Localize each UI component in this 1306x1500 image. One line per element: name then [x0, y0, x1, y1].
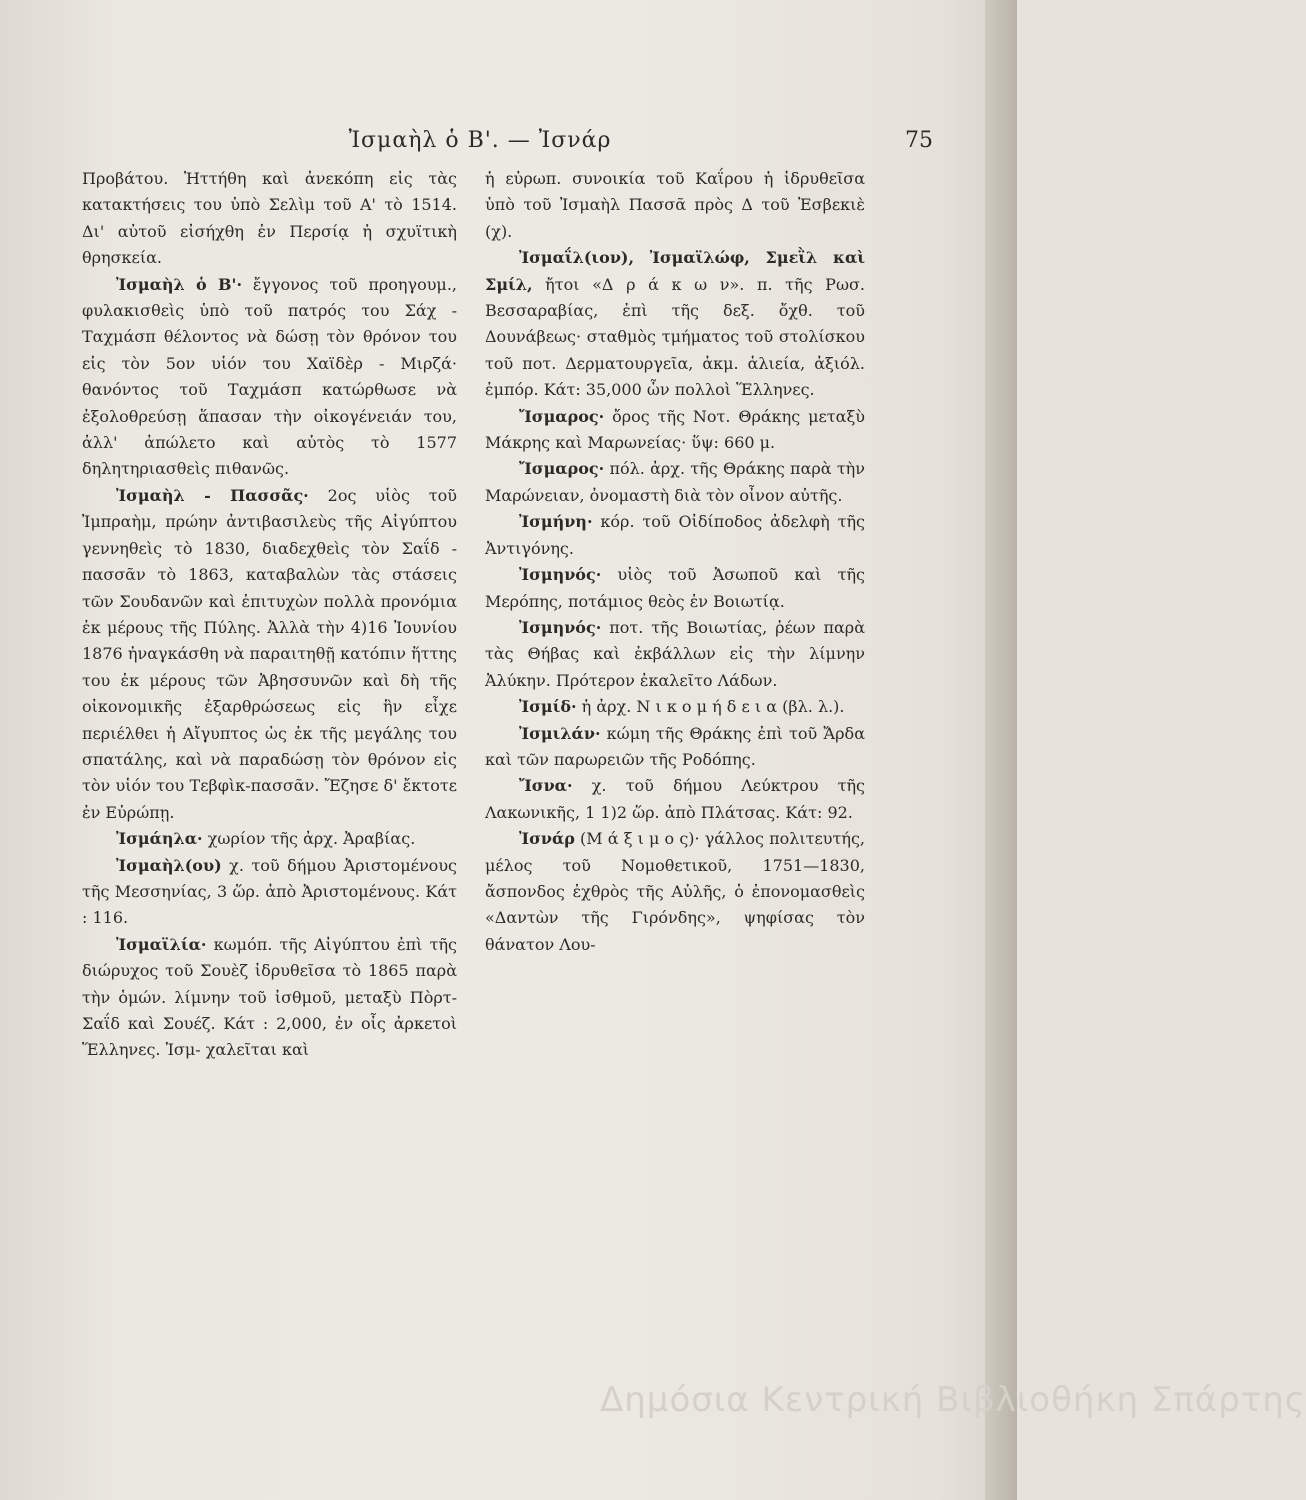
- dictionary-entry: [485, 694, 865, 720]
- library-watermark: Δημόσια Κεντρική Βιβλιοθήκη Σπάρτης: [600, 1380, 1306, 1420]
- entry-headword: Ἴσμαρος·: [519, 459, 605, 479]
- dictionary-entry: [485, 721, 865, 774]
- dictionary-entry: [82, 272, 457, 483]
- page-number: 75: [905, 128, 933, 153]
- entry-text: ὄρος τῆς Νοτ. Θράκης μεταξὺ Μάκρης καὶ Μαρωνείας· ὕψ: 660 μ.: [485, 406, 865, 453]
- entry-headword: Ἰσμαϊλία·: [116, 934, 207, 954]
- dictionary-entry: [485, 562, 865, 615]
- entry-text: κωμόπ. τῆς Αἰγύπτου ἐπὶ τῆς διώρυχος τοῦ Σουὲζ ἱδρυθεῖσα τὸ 1865 παρὰ τὴν ὁμών. λίμνην τοῦ ἰσθμοῦ, μεταξὺ Πὸρτ-Σαΐδ καὶ Σουέζ. Κάτ : 2,000, ἐν οἷς ἀρκετοὶ Ἕλληνες. Ἰσμ- χαλεῖται καὶ: [82, 934, 457, 1060]
- entry-headword: Ἴσνα·: [519, 776, 573, 796]
- dictionary-entry: [485, 166, 865, 245]
- dictionary-entry: [82, 932, 457, 1064]
- entry-text: ἔγγονος τοῦ προηγουμ., φυλακισθεὶς ὑπὸ τοῦ πατρός του Σάχ - Ταχμάσπ θέλοντος νὰ δώσῃ τὸν θρόνον του εἰς τὸν 5ον υἱόν του Χαϊδὲρ - Μιρζά· θανόντος τοῦ Ταχμάσπ κατώρθωσε νὰ ἐξολοθρεύσῃ ἅπασαν τὴν οἰκογένειάν του, ἀλλ' ἀπώλετο καὶ αὐτὸς τὸ 1577 δηλητηριασθεὶς πιθανῶς.: [82, 274, 457, 479]
- running-header: [0, 128, 1017, 168]
- dictionary-entry: [485, 615, 865, 694]
- entry-headword: Ἰσμαὴλ ὁ Β'·: [116, 274, 243, 294]
- dictionary-entry: [82, 826, 457, 852]
- entry-headword: Ἰσμαΐλ(ιον), Ἰσμαϊλώφ, Σμεῒλ καὶ Σμίλ,: [485, 248, 865, 294]
- entry-headword: Ἰσμίδ·: [519, 697, 577, 717]
- entry-text: κώμη τῆς Θράκης ἐπὶ τοῦ Ἄρδα καὶ τῶν παρωρειῶν τῆς Ροδόπης.: [485, 723, 865, 769]
- dictionary-entry: [82, 483, 457, 826]
- entry-headword: Ἰσμαὴλ(ου): [116, 855, 222, 875]
- entry-headword: Ἰσνάρ: [519, 829, 575, 849]
- entry-text: υἱὸς τοῦ Ἀσωποῦ καὶ τῆς Μερόπης, ποτάμιος θεὸς ἐν Βοιωτίᾳ.: [485, 565, 865, 611]
- entry-headword: Ἴσμαρος·: [519, 406, 605, 426]
- entry-headword: Ἰσμάηλα·: [116, 829, 203, 849]
- entry-text: ἤτοι «Δ ρ ά κ ω ν». π. τῆς Ρωσ. Βεσσαραβίας, ἐπὶ τῆς δεξ. ὄχθ. τοῦ Δουνάβεως· σταθμὸς τμήματος τοῦ στολίσκου τοῦ ποτ. Δερματουργεῖα, ἀκμ. ἁλιεία, ἀξιόλ. ἐμπόρ. Κάτ: 35,000 ὧν πολλοὶ Ἕλληνες.: [485, 274, 865, 400]
- entry-headword: Ἰσμηνός·: [519, 565, 602, 585]
- entry-text: 2ος υἱὸς τοῦ Ἰμπραὴμ, πρώην ἀντιβασιλεὺς τῆς Αἰγύπτου γεννηθεὶς τὸ 1830, διαδεχθεὶς τὸν Σαΐδ - πασσᾶν τὸ 1863, καταβαλὼν τὰς στάσεις τῶν Σουδανῶν καὶ ἐπιτυχὼν πολλὰ προνόμια ἐκ μέρους τῆς Πύλης. Ἀλλὰ τὴν 4)16 Ἰουνίου 1876 ἠναγκάσθη νὰ παραιτηθῇ κατόπιν ἥττης του ἐκ μέρους τῶν Ἀβησσυνῶν καὶ δὴ τῆς οἰκονομικῆς ἐξαρθρώσεως εἰς ἣν εἶχε περιέλθει ἡ Αἴγυπτος ὡς ἐκ τῆς μεγάλης του σπατάλης, καὶ νὰ παραδώσῃ τὸν θρόνον εἰς τὸν υἱόν του Τεβφὶκ-πασσᾶν. Ἔζησε δ' ἔκτοτε ἐν Εὐρώπῃ.: [82, 485, 458, 822]
- dictionary-entry: [485, 773, 865, 826]
- entry-text: (Μ ά ξ ι μ ο ς)· γάλλος πολιτευτής, μέλος τοῦ Νομοθετικοῦ, 1751—1830, ἄσπονδος ἐχθρὸς τῆς Αὐλῆς, ὁ ἐπονομασθεὶς «Δαντὼν τῆς Γιρόνδης», ψηφίσας τὸν θάνατον Λου-: [485, 829, 865, 954]
- dictionary-entry: [82, 853, 457, 932]
- dictionary-entry: [485, 456, 865, 509]
- entry-text: πόλ. ἀρχ. τῆς Θράκης παρὰ τὴν Μαρώνειαν, ὀνομαστὴ διὰ τὸν οἶνον αὐτῆς.: [485, 459, 865, 505]
- dictionary-entry: [485, 245, 865, 403]
- left-column: [82, 166, 457, 1064]
- dictionary-entry: [485, 509, 865, 562]
- entry-text: ποτ. τῆς Βοιωτίας, ῥέων παρὰ τὰς Θήβας καὶ ἐκβάλλων εἰς τὴν λίμνην Ἀλύκην. Πρότερον ἐκαλεῖτο Λάδων.: [485, 617, 865, 690]
- entry-headword: Ἰσμαὴλ - Πασσᾶς·: [116, 485, 309, 505]
- entry-text: χωρίον τῆς ἀρχ. Ἀραβίας.: [202, 829, 416, 849]
- entry-headword: Ἰσμήνη·: [519, 512, 593, 532]
- running-title: Ἰσμαὴλ ὁ Β'. — Ἰσνάρ: [348, 128, 612, 153]
- dictionary-entry: [485, 826, 865, 958]
- entry-text: ἡ εὐρωπ. συνοικία τοῦ Καΐρου ἡ ἱδρυθεῖσα ὑπὸ τοῦ Ἰσμαὴλ Πασσᾶ πρὸς Δ τοῦ Ἐσβεκιὲ (χ).: [485, 169, 865, 241]
- right-column: [485, 166, 865, 958]
- entry-text: κόρ. τοῦ Οἰδίποδος ἀδελφὴ τῆς Ἀντιγόνης.: [485, 512, 865, 558]
- dictionary-entry: [82, 166, 457, 272]
- entry-text: ἡ ἀρχ. Ν ι κ ο μ ή δ ε ι α (βλ. λ.).: [576, 697, 845, 717]
- entry-headword: Ἰσμιλάν·: [519, 723, 601, 743]
- entry-text: χ. τοῦ δήμου Ἀριστομένους τῆς Μεσσηνίας, 3 ὥρ. ἀπὸ Ἀριστομένους. Κάτ : 116.: [82, 855, 457, 928]
- page-spine-shadow: [985, 0, 1017, 1500]
- entry-headword: Ἰσμηνός·: [519, 617, 602, 637]
- entry-text: Προβάτου. Ἡττήθη καὶ ἀνεκόπη εἰς τὰς κατακτήσεις του ὑπὸ Σελὶμ τοῦ Α' τὸ 1514. Δι' αὐτοῦ εἰσήχθη ἐν Περσίᾳ ἡ σχυϊτικὴ θρησκεία.: [82, 169, 457, 268]
- entry-text: χ. τοῦ δήμου Λεύκτρου τῆς Λακωνικῆς, 1 1)2 ὥρ. ἀπὸ Πλάτσας. Κάτ: 92.: [485, 776, 865, 822]
- dictionary-entry: [485, 404, 865, 457]
